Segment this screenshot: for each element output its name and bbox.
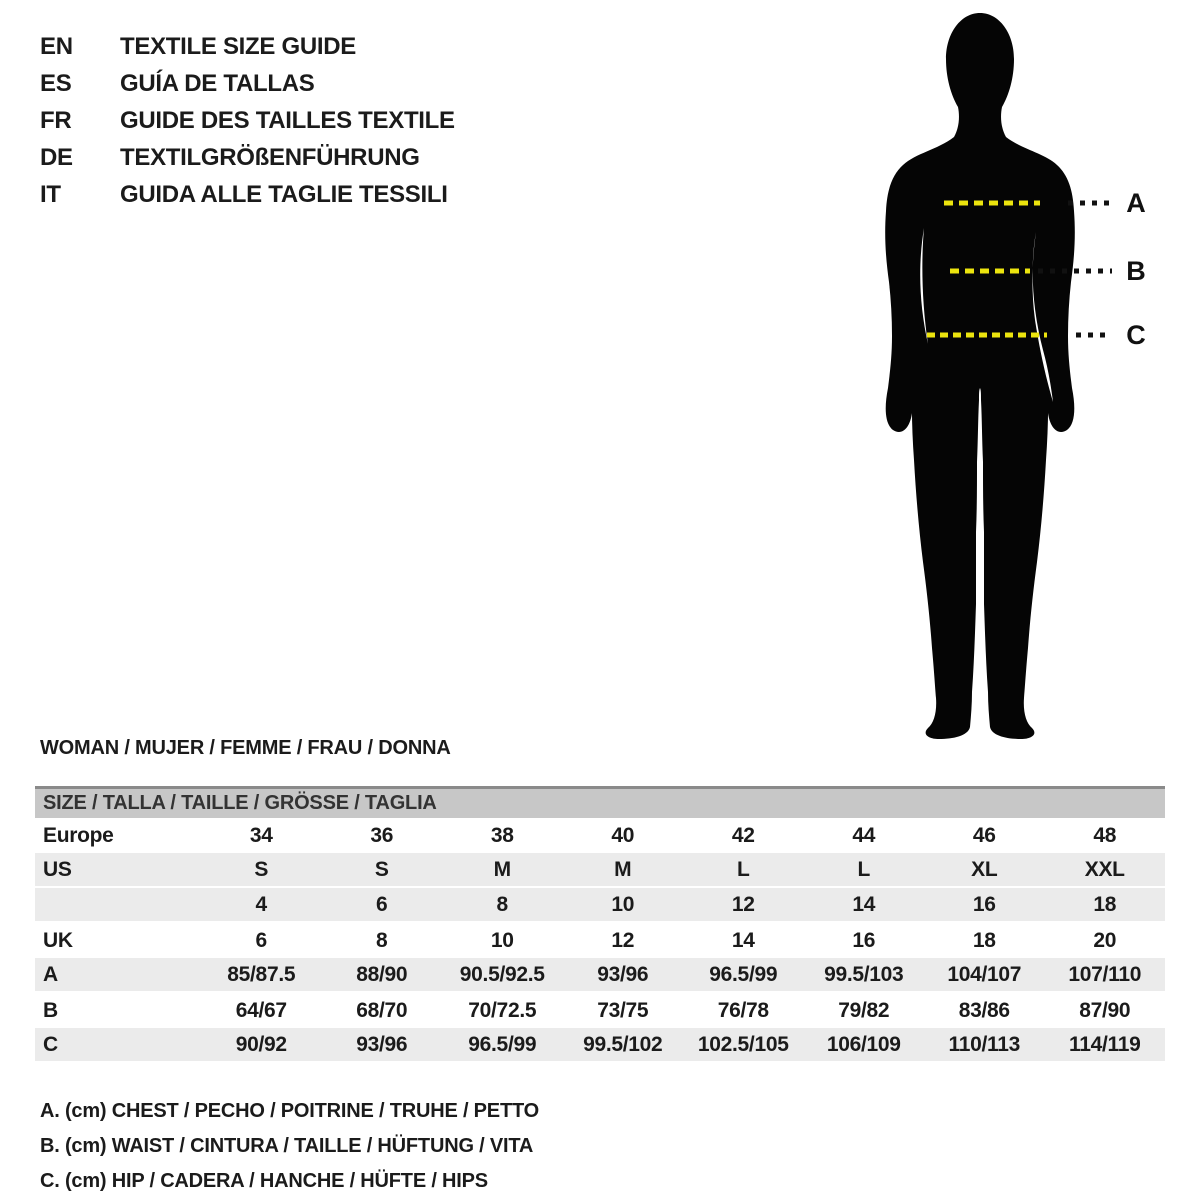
table-cell: L xyxy=(736,857,750,881)
table-cell: 96.5/99 xyxy=(468,1032,537,1056)
legend-waist: B. (cm) WAIST / CINTURA / TAILLE / HÜFTUNG / VITA xyxy=(40,1135,534,1157)
lang-label: GUIDA ALLE TAGLIE TESSILI xyxy=(120,180,448,208)
table-cell: 18 xyxy=(1093,892,1117,916)
table-cell: S xyxy=(374,857,389,881)
table-cell: 90/92 xyxy=(235,1032,287,1056)
lang-label: TEXTILE SIZE GUIDE xyxy=(120,32,356,60)
row-label: Europe xyxy=(43,823,114,847)
table-cell: 102.5/105 xyxy=(697,1032,789,1056)
table-cell: 20 xyxy=(1093,928,1117,952)
table-cell: 99.5/103 xyxy=(824,962,904,986)
table-cell: 16 xyxy=(852,928,876,952)
table-cell: 6 xyxy=(376,892,388,916)
table-cell: 76/78 xyxy=(717,998,769,1022)
table-cell: 12 xyxy=(731,892,755,916)
table-cell: 18 xyxy=(972,928,996,952)
table-cell: 46 xyxy=(972,823,996,847)
table-cell: 85/87.5 xyxy=(227,962,296,986)
lang-label: GUÍA DE TALLAS xyxy=(120,69,315,97)
table-cell: 34 xyxy=(249,823,273,847)
size-table xyxy=(35,786,1165,1063)
table-row-chest xyxy=(35,958,1165,993)
table-cell: 104/107 xyxy=(947,962,1022,986)
row-label: UK xyxy=(43,928,73,952)
table-cell: 110/113 xyxy=(948,1032,1020,1056)
table-row-us-numeric xyxy=(35,888,1165,923)
measurement-legend xyxy=(40,1094,539,1199)
table-row-waist xyxy=(35,993,1165,1028)
lang-code: EN xyxy=(40,32,73,60)
table-cell: 40 xyxy=(611,823,635,847)
table-row-uk xyxy=(35,923,1165,958)
table-cell: 79/82 xyxy=(838,998,890,1022)
legend-hip: C. (cm) HIP / CADERA / HANCHE / HÜFTE / HIPS xyxy=(40,1170,488,1192)
woman-silhouette-svg xyxy=(880,0,1200,760)
table-cell: 48 xyxy=(1093,823,1117,847)
table-cell: 106/109 xyxy=(826,1032,901,1056)
table-cell: 99.5/102 xyxy=(583,1032,663,1056)
lang-row-es xyxy=(40,65,455,102)
table-cell: 107/110 xyxy=(1068,962,1142,986)
table-cell: 8 xyxy=(496,892,508,916)
lang-label: GUIDE DES TAILLES TEXTILE xyxy=(120,106,455,134)
table-cell: 83/86 xyxy=(958,998,1010,1022)
lang-code: ES xyxy=(40,69,72,97)
lang-row-de xyxy=(40,139,455,176)
table-cell: L xyxy=(857,857,871,881)
language-list xyxy=(40,28,455,213)
table-cell: 10 xyxy=(611,892,635,916)
table-cell: 14 xyxy=(852,892,876,916)
lang-label: TEXTILGRÖßENFÜHRUNG xyxy=(120,143,420,171)
table-cell: 73/75 xyxy=(597,998,649,1022)
table-cell: 70/72.5 xyxy=(468,998,537,1022)
table-cell: 12 xyxy=(611,928,635,952)
marker-label-a: A xyxy=(1126,188,1146,218)
size-table-header: SIZE / TALLA / TAILLE / GRÖSSE / TAGLIA xyxy=(35,786,1165,818)
table-cell: 6 xyxy=(255,928,267,952)
lang-row-fr xyxy=(40,102,455,139)
lang-code: DE xyxy=(40,143,73,171)
table-cell: M xyxy=(493,857,511,881)
table-cell: 90.5/92.5 xyxy=(459,962,545,986)
table-cell: M xyxy=(614,857,632,881)
table-cell: 4 xyxy=(255,892,267,916)
table-cell: S xyxy=(254,857,269,881)
table-cell: 10 xyxy=(490,928,514,952)
table-cell: 36 xyxy=(370,823,394,847)
table-row-hip xyxy=(35,1028,1165,1063)
row-label: B xyxy=(43,998,58,1022)
table-cell: 93/96 xyxy=(356,1032,408,1056)
table-cell: 44 xyxy=(852,823,876,847)
row-label: C xyxy=(43,1032,58,1056)
table-cell: XL xyxy=(971,857,998,881)
table-cell: 38 xyxy=(490,823,514,847)
table-cell: 42 xyxy=(731,823,755,847)
lang-code: IT xyxy=(40,180,61,208)
table-cell: 64/67 xyxy=(235,998,287,1022)
table-cell: 14 xyxy=(731,928,755,952)
table-cell: 87/90 xyxy=(1079,998,1131,1022)
measurement-figure xyxy=(880,0,1200,760)
lang-row-en xyxy=(40,28,455,65)
table-cell: 96.5/99 xyxy=(709,962,778,986)
table-row-europe xyxy=(35,818,1165,853)
table-cell: 68/70 xyxy=(356,998,408,1022)
lang-row-it xyxy=(40,176,455,213)
marker-label-b: B xyxy=(1126,256,1146,286)
table-cell: 88/90 xyxy=(356,962,408,986)
table-cell: XXL xyxy=(1084,857,1125,881)
section-title: WOMAN / MUJER / FEMME / FRAU / DONNA xyxy=(40,737,451,759)
lang-code: FR xyxy=(40,106,72,134)
legend-chest: A. (cm) CHEST / PECHO / POITRINE / TRUHE / PETTO xyxy=(40,1100,539,1122)
row-label: US xyxy=(43,857,72,881)
table-cell: 8 xyxy=(376,928,388,952)
table-cell: 114/119 xyxy=(1069,1032,1141,1056)
table-cell: 16 xyxy=(972,892,996,916)
table-row-us-letter xyxy=(35,853,1165,888)
table-cell: 93/96 xyxy=(597,962,649,986)
row-label: A xyxy=(43,962,58,986)
marker-label-c: C xyxy=(1126,320,1146,350)
